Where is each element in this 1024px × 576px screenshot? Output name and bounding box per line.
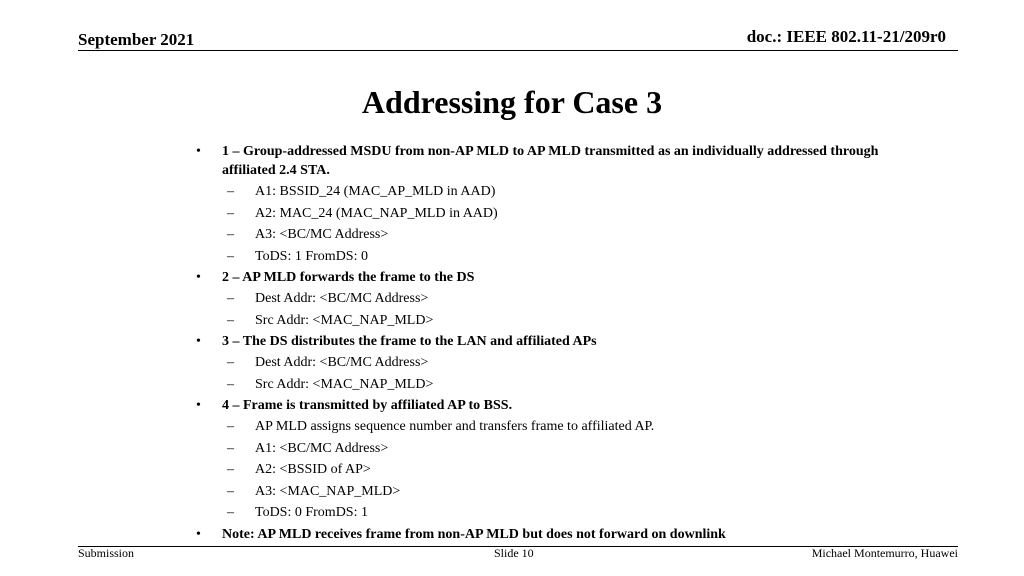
dash-mark: –: [227, 419, 234, 434]
header-doc-id: doc.: IEEE 802.11-21/209r0: [746, 27, 946, 46]
bullet-dot: •: [196, 526, 201, 542]
bullet-text: 1 – Group-addressed MSDU from non-AP MLD to AP MLD transmitted as an individually addressed through affiliated 2.4 STA.: [222, 144, 879, 178]
sub-item: [190, 439, 890, 458]
sub-item: [190, 417, 890, 436]
dash-mark: –: [227, 312, 234, 328]
dash-mark: –: [227, 376, 234, 392]
sub-item: [190, 460, 890, 479]
footer-author: Michael Montemurro, Huawei: [811, 546, 958, 560]
bullet-text: 4 – Frame is transmitted by affiliated AP to BSS.: [222, 398, 513, 413]
dash-mark: –: [227, 355, 234, 370]
bullet-text: Note: AP MLD receives frame from non-AP MLD but does not forward on downlink: [222, 526, 726, 542]
dash-mark: –: [227, 227, 234, 242]
sub-item-text: Src Addr: <MAC_NAP_MLD>: [255, 312, 434, 328]
footer-slide-number: Slide 10: [494, 546, 534, 560]
sub-item: [190, 353, 890, 372]
bullet-item: [190, 268, 890, 287]
bullet-item: [190, 142, 890, 180]
bullet-text: 2 – AP MLD forwards the frame to the DS: [222, 270, 475, 285]
dash-mark: –: [227, 440, 234, 456]
bullet-item: [190, 332, 890, 351]
sub-item: [190, 289, 890, 308]
dash-mark: –: [227, 462, 234, 477]
sub-item: [190, 182, 890, 201]
bullet-dot: •: [196, 398, 201, 413]
sub-item-text: A2: <BSSID of AP>: [255, 462, 371, 477]
header-rule: [78, 50, 958, 51]
bullet-text: 3 – The DS distributes the frame to the LAN and affiliated APs: [222, 334, 597, 349]
dash-mark: –: [227, 248, 234, 264]
sub-item-text: AP MLD assigns sequence number and transfers frame to affiliated AP.: [255, 419, 655, 434]
header-date: September 2021: [78, 30, 195, 49]
sub-item: [190, 482, 890, 501]
bullet-dot: •: [196, 270, 201, 285]
bullet-dot: •: [196, 334, 201, 349]
dash-mark: –: [227, 291, 234, 306]
sub-item-text: Dest Addr: <BC/MC Address>: [255, 355, 429, 370]
slide-body: [190, 142, 890, 546]
bullet-item: [190, 396, 890, 415]
sub-item-text: A2: MAC_24 (MAC_NAP_MLD in AAD): [255, 205, 498, 221]
bullet-item: [190, 525, 890, 544]
sub-item-text: Src Addr: <MAC_NAP_MLD>: [255, 376, 434, 392]
bullet-dot: •: [196, 144, 201, 159]
sub-item: [190, 375, 890, 394]
sub-item-text: A3: <MAC_NAP_MLD>: [255, 483, 401, 499]
sub-item-text: A1: BSSID_24 (MAC_AP_MLD in AAD): [255, 184, 496, 199]
footer-submission: Submission: [78, 546, 135, 560]
sub-item-text: Dest Addr: <BC/MC Address>: [255, 291, 429, 306]
sub-item-text: A1: <BC/MC Address>: [255, 440, 389, 456]
sub-item: [190, 225, 890, 244]
dash-mark: –: [227, 184, 234, 199]
sub-item-text: ToDS: 1 FromDS: 0: [255, 248, 368, 264]
sub-item: [190, 503, 890, 522]
dash-mark: –: [227, 205, 234, 221]
sub-item: [190, 247, 890, 266]
sub-item: [190, 204, 890, 223]
slide-title: Addressing for Case 3: [361, 84, 663, 120]
dash-mark: –: [227, 505, 234, 520]
dash-mark: –: [227, 483, 234, 499]
sub-item: [190, 311, 890, 330]
sub-item-text: ToDS: 0 FromDS: 1: [255, 505, 368, 520]
sub-item-text: A3: <BC/MC Address>: [255, 227, 389, 242]
